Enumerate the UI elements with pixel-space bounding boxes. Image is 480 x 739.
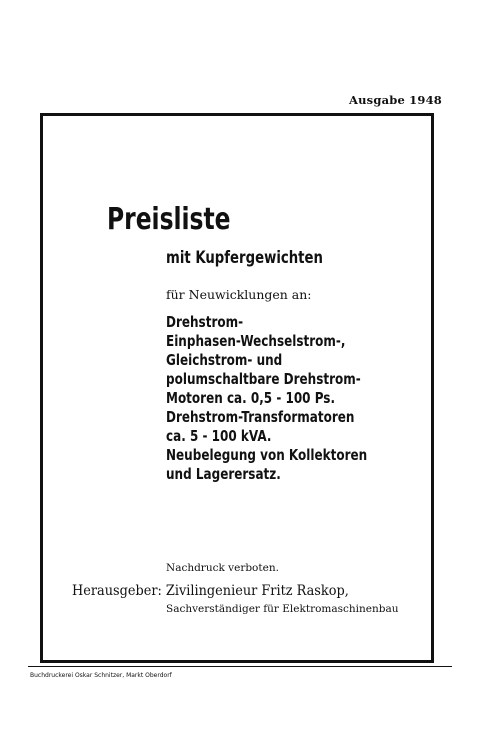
service-item: Neubelegung von Kollektoren: [166, 446, 368, 464]
service-list: [166, 313, 418, 484]
service-item: Drehstrom-Transformatoren: [166, 408, 355, 426]
printer-imprint: Buchdruckerei Oskar Schnitzer, Markt Oberdorf: [30, 672, 172, 679]
publisher-line: Herausgeber: Zivilingenieur Fritz Raskop,: [72, 583, 349, 599]
document-title: Preisliste: [107, 202, 231, 237]
reprint-notice: Nachdruck verboten.: [166, 562, 279, 574]
service-item: ca. 5 - 100 kVA.: [166, 427, 272, 445]
edition-label: Ausgabe 1948: [348, 93, 442, 107]
document-subtitle: mit Kupfergewichten: [166, 248, 323, 268]
service-item: Gleichstrom- und: [166, 351, 283, 369]
service-item: Einphasen-Wechselstrom-,: [166, 332, 346, 350]
service-item: Motoren ca. 0,5 - 100 Ps.: [166, 389, 335, 407]
service-item: Drehstrom-: [166, 313, 244, 331]
service-item: und Lagerersatz.: [166, 465, 281, 483]
expert-title: Sachverständiger für Elektromaschinenbau: [166, 603, 399, 615]
title-frame: [40, 113, 434, 663]
footer-rule: [28, 666, 452, 667]
service-item: polumschaltbare Drehstrom-: [166, 370, 361, 388]
intro-text: für Neuwicklungen an:: [166, 287, 312, 302]
